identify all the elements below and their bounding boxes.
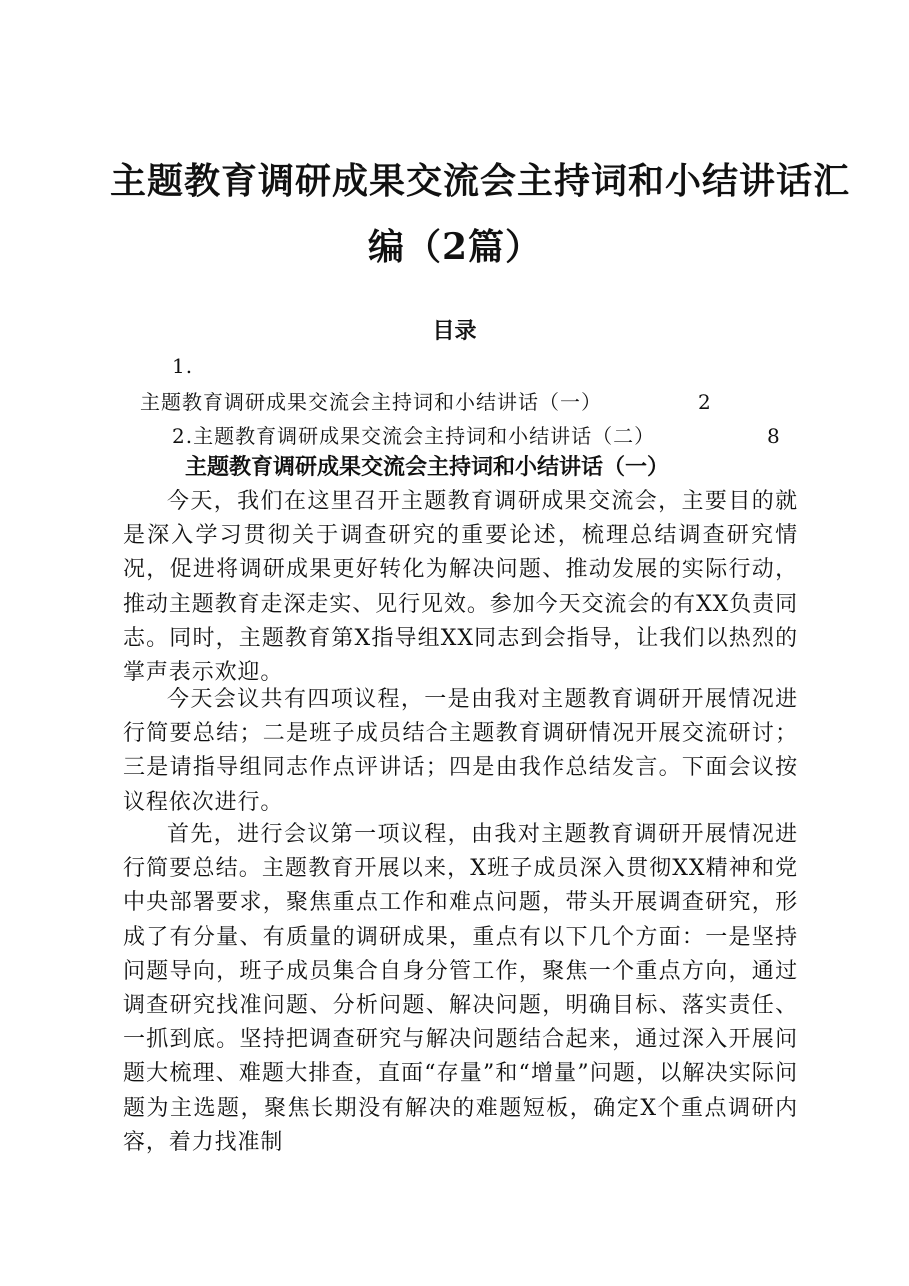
body-paragraph-3: 首先，进行会议第一项议程，由我对主题教育调研开展情况进行简要总结。主题教育开展以来，X班子成员深入贯彻XX精神和党中央部署要求，聚焦重点工作和难点问题，带头开展调查研究，形成了有分量、有质量的调研成果，重点有以下几个方面：一是坚持问题导向，班子成员集合自身分管工作，聚焦一个重点方向，通过调查研究找准问题、分析问题、解决问题，明确目标、落实责任、一抓到底。坚持把调查研究与解决问题结合起来，通过深入开展问题大梳理、难题大排查，直面“存量”和“增量”问题，以解决实际问题为主选题，聚焦长期没有解决的难题短板，确定X个重点调研内容，着力找准制 [123,822,798,1155]
body-paragraph-2: 今天会议共有四项议程，一是由我对主题教育调研开展情况进行简要总结；二是班子成员结合主题教育调研情况开展交流研讨；三是请指导组同志作点评讲话；四是由我作总结发言。下面会议按议程依次进行。 [123,687,798,815]
toc-heading: 目录 [432,318,477,344]
body-paragraph-1: 今天，我们在这里召开主题教育调研成果交流会，主要目的就是深入学习贯彻关于调查研究的重要论述，梳理总结调查研究情况，促进将调研成果更好转化为解决问题、推动发展的实际行动，推动主题教育走深走实、见行见效。参加今天交流会的有XX负责同志。同时，主题教育第X指导组XX同志到会指导，让我们以热烈的掌声表示欢迎。 [123,489,798,686]
section-heading: 主题教育调研成果交流会主持词和小结讲话（一） [185,454,670,480]
toc-item-2-link[interactable]: 2.主题教育调研成果交流会主持词和小结讲话（二） [172,424,656,448]
toc-item-1-page: 2 [698,390,712,414]
document-title-line-2: 编（2篇） [367,226,543,268]
toc-item-1-number: 1. [172,354,194,378]
toc-item-2-page: 8 [767,424,781,448]
toc-item-1-link[interactable]: 主题教育调研成果交流会主持词和小结讲话（一） [140,390,602,414]
document-title-line-1: 主题教育调研成果交流会主持词和小结讲话汇 [110,160,851,202]
